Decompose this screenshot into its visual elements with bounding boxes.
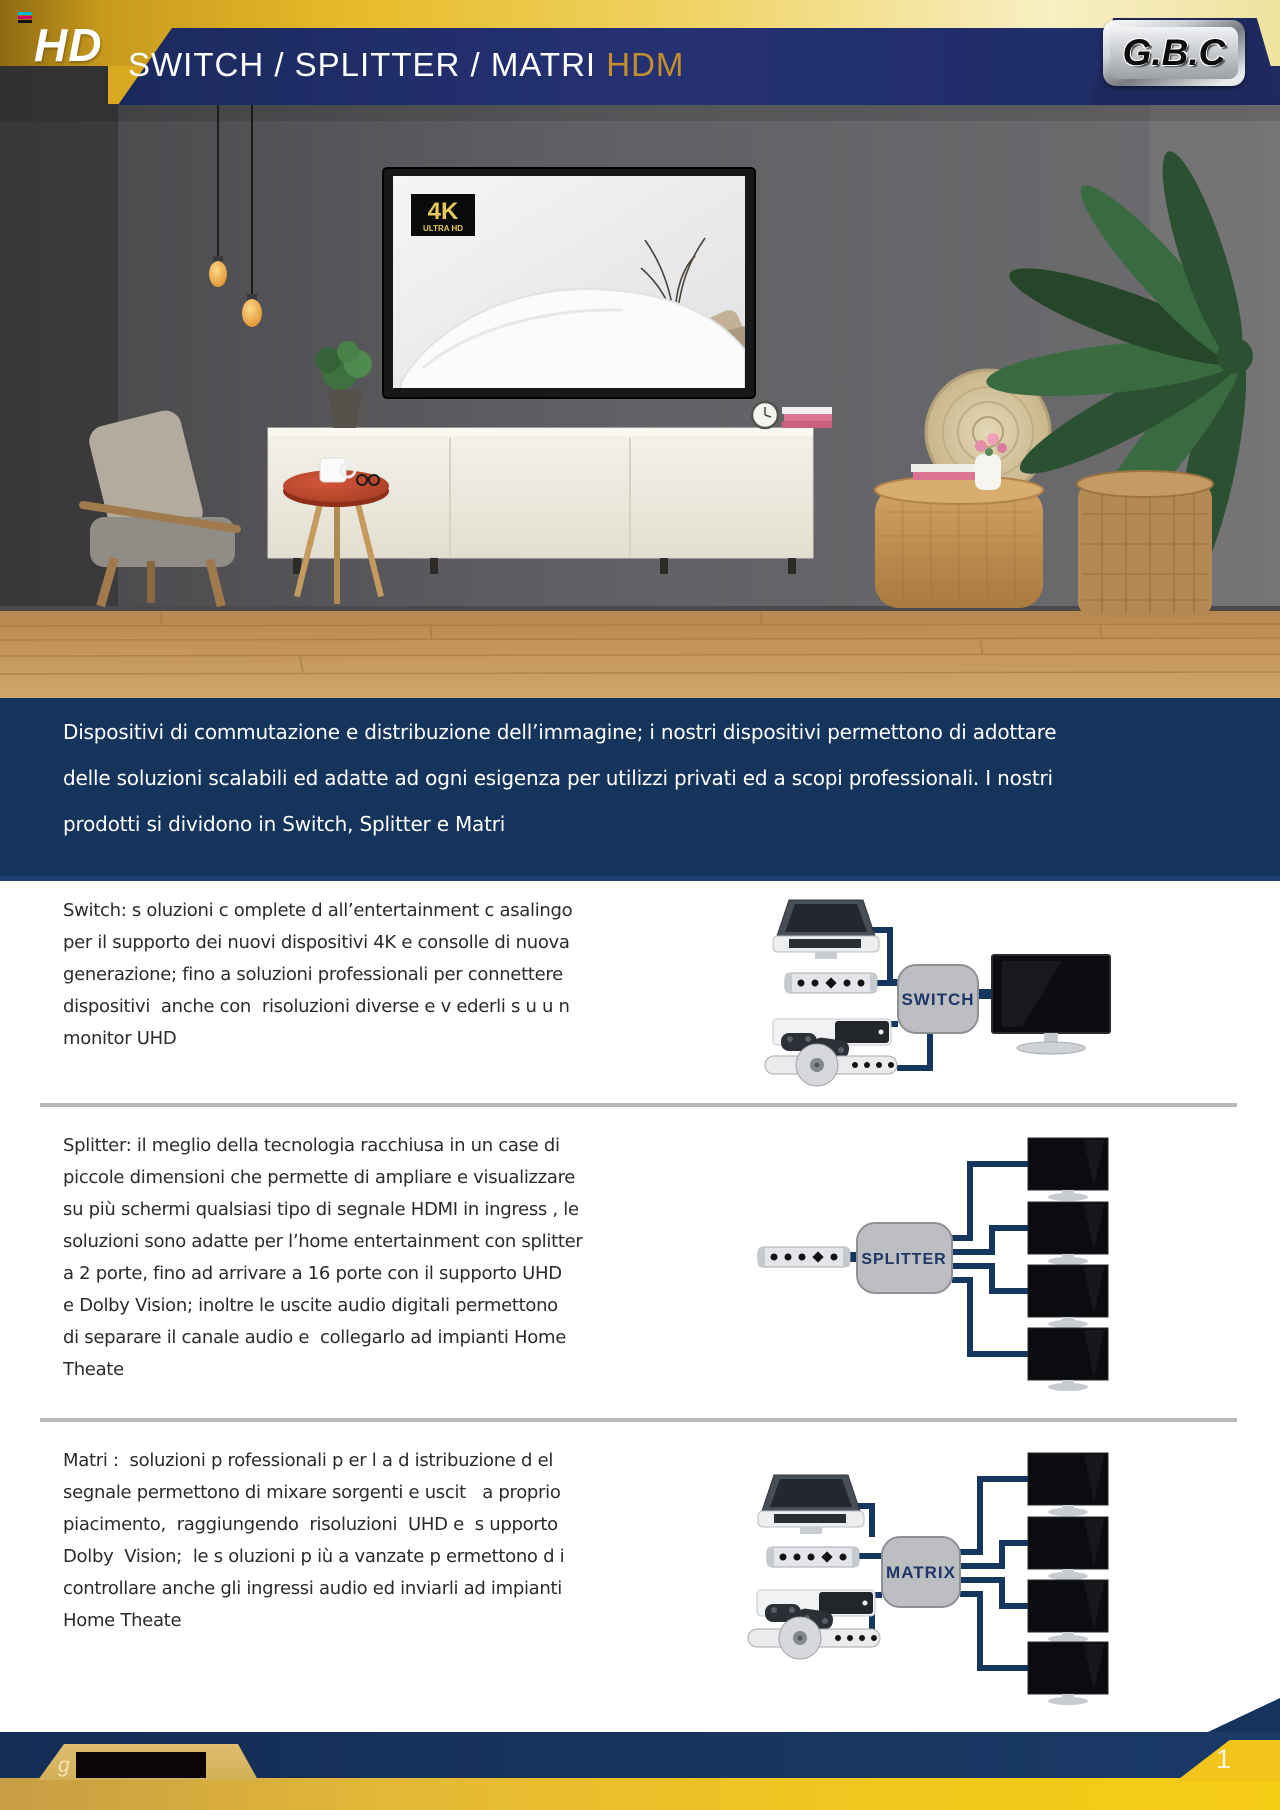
switch-diagram xyxy=(640,890,1200,1105)
hero-tv xyxy=(383,168,773,399)
gbc-logo-text: G.B.C xyxy=(1122,32,1226,73)
splitter-paragraph xyxy=(63,1135,582,1391)
intro-line: prodotti si dividono in Switch, Splitter e Matri xyxy=(63,812,506,836)
footer-redacted-bar xyxy=(76,1752,206,1778)
text-line: Home Theate xyxy=(63,1610,182,1631)
hero-image xyxy=(0,66,1280,700)
text-line: segnale permettono di mixare sorgenti e uscit a proprio xyxy=(63,1482,561,1503)
footer-navy-corner xyxy=(1208,1698,1280,1732)
text-line: a 2 porte, fino ad arrivare a 16 porte con il supporto UHD xyxy=(63,1263,562,1284)
tv-icon xyxy=(1028,1642,1108,1705)
text-line: Splitter: il meglio della tecnologia racchiusa in un case di xyxy=(63,1135,560,1156)
page-number: 1 xyxy=(1216,1744,1232,1774)
text-line: controllare anche gli ingressi audio ed inviarli ad impianti xyxy=(63,1578,562,1599)
intro-line: delle soluzioni scalabili ed adatte ad ogni esigenza per utilizzi privati ed a scopi professionali. I nostri xyxy=(63,766,1053,790)
tv-icon xyxy=(1028,1580,1108,1643)
tv-icon xyxy=(1028,1265,1108,1328)
matrix-box-label: MATRIX xyxy=(886,1563,956,1582)
laptop-icon xyxy=(773,900,879,959)
settop-box-icon xyxy=(785,973,877,993)
tv-icon xyxy=(1028,1138,1108,1201)
switch-box xyxy=(898,965,978,1033)
text-line: di separare il canale audio e collegarlo ad impianti Home xyxy=(63,1327,566,1348)
text-line: piccole dimensioni che permette di ampliare e visualizzare xyxy=(63,1167,576,1188)
text-line: monitor UHD xyxy=(63,1028,177,1049)
connector-lines xyxy=(952,1164,1028,1354)
splitter-box-label: SPLITTER xyxy=(861,1251,947,1268)
settop-box-icon xyxy=(758,1247,850,1267)
settop-box-icon xyxy=(767,1547,859,1567)
intro-banner xyxy=(0,698,1280,881)
text-line: soluzioni sono adatte per l’home entertainment con splitter xyxy=(63,1231,583,1252)
footer-gold-band xyxy=(0,1778,1280,1810)
text-line: dispositivi anche con risoluzioni diverse e v ederli s u u n xyxy=(63,996,570,1017)
text-line: Dolby Vision; le s oluzioni p iù a vanzate p ermettono d i xyxy=(63,1546,565,1567)
media-player-icon xyxy=(748,1617,880,1659)
gbc-logo xyxy=(1103,20,1245,86)
monitor-icon xyxy=(992,955,1110,1054)
matrix-paragraph xyxy=(63,1450,564,1642)
hero-table-books xyxy=(911,464,983,480)
footer-partial-char: g xyxy=(58,1754,70,1777)
text-line: generazione; fino a soluzioni professionali per connettere xyxy=(63,964,563,985)
laptop-icon xyxy=(758,1475,864,1534)
switch-box-label: SWITCH xyxy=(901,990,975,1009)
splitter-box xyxy=(857,1223,952,1293)
tv-icon xyxy=(1028,1202,1108,1265)
hd-logo: HD xyxy=(34,19,103,71)
hero-books xyxy=(782,407,832,428)
page-title-main: SWITCH / SPLITTER / MATRI xyxy=(128,46,607,83)
page-title xyxy=(128,46,684,84)
text-line: Switch: s oluzioni c omplete d all’entertainment c asalingo xyxy=(63,900,573,921)
section-divider xyxy=(40,1103,1237,1107)
print-marks-icon xyxy=(18,12,32,24)
matrix-box xyxy=(882,1537,960,1607)
media-player-icon xyxy=(765,1044,897,1086)
page-title-accent: HDM xyxy=(606,46,685,83)
text-line: e Dolby Vision; inoltre le uscite audio digitali permettono xyxy=(63,1295,558,1316)
text-line: per il supporto dei nuovi dispositivi 4K e consolle di nuova xyxy=(63,932,570,953)
hero-clock xyxy=(752,402,778,428)
tv-icon xyxy=(1028,1453,1108,1516)
gbc-logo-plate xyxy=(1110,27,1238,79)
tv-icon xyxy=(1028,1328,1108,1391)
svg-text:4K: 4K xyxy=(427,198,459,225)
matrix-diagram xyxy=(640,1440,1200,1732)
section-divider xyxy=(40,1418,1237,1422)
switch-paragraph xyxy=(63,900,572,1060)
text-line: Matri : soluzioni p rofessionali p er l a d istribuzione d el xyxy=(63,1450,554,1471)
splitter-diagram xyxy=(640,1120,1200,1415)
intro-line: Dispositivi di commutazione e distribuzione dell’immagine; i nostri dispositivi permettono di adottare xyxy=(63,720,1057,744)
svg-text:ULTRA HD: ULTRA HD xyxy=(423,224,463,233)
text-line: su più schermi qualsiasi tipo di segnale HDMI in ingress , le xyxy=(63,1199,579,1220)
tv-4k-badge xyxy=(411,194,475,236)
text-line: piacimento, raggiungendo risoluzioni UHD e s upporto xyxy=(63,1514,558,1535)
tv-icon xyxy=(1028,1517,1108,1580)
text-line: Theate xyxy=(63,1359,124,1380)
